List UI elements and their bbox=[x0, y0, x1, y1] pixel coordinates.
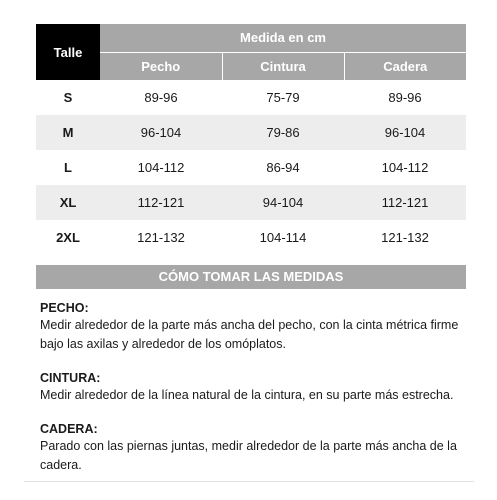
table-cell: 104-112 bbox=[381, 160, 429, 175]
section-title: CINTURA: bbox=[40, 371, 101, 385]
section-text: Medir alrededor de la parte más ancha del pecho, con la cinta métrica firme bajo las axilas y alrededor de los omóplatos. bbox=[40, 318, 459, 351]
size-label: L bbox=[64, 160, 72, 175]
table-row bbox=[36, 80, 466, 115]
table-row bbox=[36, 150, 466, 185]
table-row bbox=[36, 220, 466, 255]
table-cell: 96-104 bbox=[344, 115, 466, 150]
table-cell: 112-121 bbox=[344, 185, 466, 220]
divider bbox=[24, 481, 474, 482]
table-cell: 121-132 bbox=[381, 230, 429, 245]
section-title: PECHO: bbox=[40, 301, 89, 315]
table-cell: 89-96 bbox=[388, 90, 422, 105]
measure-header: Medida en cm bbox=[100, 24, 466, 52]
table-row bbox=[36, 185, 466, 220]
table-cell: 96-104 bbox=[100, 115, 222, 150]
size-label: M bbox=[36, 115, 100, 150]
howto-header: CÓMO TOMAR LAS MEDIDAS bbox=[36, 265, 466, 289]
table-cell: 79-86 bbox=[222, 115, 344, 150]
table-cell: 112-121 bbox=[100, 185, 222, 220]
column-header-pecho: Pecho bbox=[100, 52, 222, 80]
table-cell: 104-112 bbox=[137, 160, 185, 175]
column-header-cintura: Cintura bbox=[222, 52, 344, 80]
section-text: Parado con las piernas juntas, medir alrededor de la parte más ancha de la cadera. bbox=[40, 439, 457, 472]
size-label: 2XL bbox=[56, 230, 80, 245]
table-cell: 86-94 bbox=[266, 160, 300, 175]
size-table bbox=[36, 24, 466, 255]
table-cell: 75-79 bbox=[266, 90, 300, 105]
size-header: Talle bbox=[36, 24, 100, 80]
table-cell: 89-96 bbox=[144, 90, 178, 105]
size-chart bbox=[36, 24, 466, 475]
section-cadera bbox=[36, 421, 466, 475]
section-text: Medir alrededor de la línea natural de la cintura, en su parte más estrecha. bbox=[40, 388, 454, 402]
table-cell: 121-132 bbox=[137, 230, 185, 245]
table-cell: 104-114 bbox=[259, 230, 307, 245]
column-header-cadera: Cadera bbox=[344, 52, 466, 80]
section-title: CADERA: bbox=[40, 422, 98, 436]
table-cell: 94-104 bbox=[222, 185, 344, 220]
section-cintura bbox=[36, 370, 466, 405]
size-label: XL bbox=[36, 185, 100, 220]
table-row bbox=[36, 115, 466, 150]
section-pecho bbox=[36, 300, 466, 354]
size-label: S bbox=[63, 90, 73, 105]
